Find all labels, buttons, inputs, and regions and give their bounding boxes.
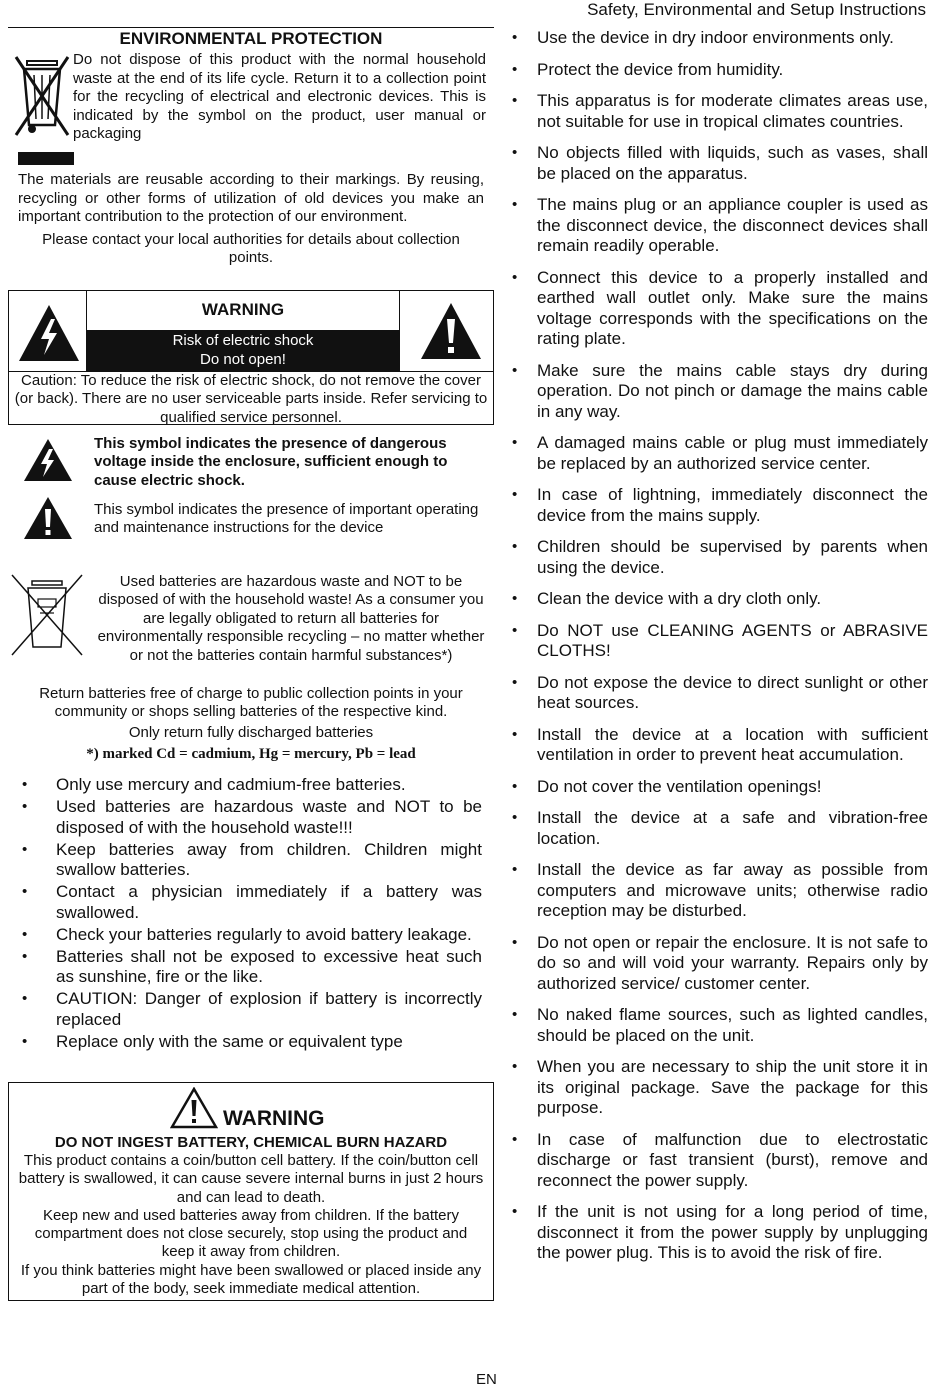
list-item: • Protect the device from humidity.: [508, 60, 928, 81]
warning-caution-text: Caution: To reduce the risk of electric shock, do not remove the cover (or back). There are no user serviceable parts inside. Refer servicing to qualified service personnel.: [14, 371, 488, 426]
hazard-subtitle: DO NOT INGEST BATTERY, CHEMICAL BURN HAZARD: [54, 1134, 448, 1151]
crossed-bin-icon: [14, 53, 70, 145]
left-column: [8, 28, 494, 1301]
warning-line-risk: Risk of electric shock: [172, 331, 314, 349]
list-item: • Keep batteries away from children. Children might swallow batteries.: [8, 840, 482, 881]
list-item: • Do not expose the device to direct sunlight or other heat sources.: [508, 673, 928, 714]
warning-triangle-icon: [170, 1087, 218, 1129]
hazard-paragraph-2: Keep new and used batteries away from children. If the battery compartment does not close securely, stop using the product and keep it away from children.: [34, 1206, 468, 1261]
exclamation-symbol-text: This symbol indicates the presence of important operating and maintenance instructions for the device: [94, 500, 479, 536]
hazard-header: [9, 1083, 493, 1131]
battery-bullet-list: [8, 775, 482, 1052]
list-item: • Install the device at a location with sufficient ventilation in order to prevent heat accumulation.: [508, 725, 928, 766]
lightning-symbol-icon: [22, 437, 74, 483]
list-item: • Replace only with the same or equivalent type: [8, 1032, 482, 1053]
list-item: • In case of malfunction due to electrostatic discharge or fast transient (burst), remove and reconnect the power supply.: [508, 1130, 928, 1192]
list-item: • Use the device in dry indoor environments only.: [508, 28, 928, 49]
environment-intro-text: Do not dispose of this product with the normal household waste at the end of its life cycle. Return it to a collection point for the recycling of electrical and electronic devices. This is indicated by the symbol on the product, user manual or packaging: [73, 51, 486, 142]
exclamation-symbol-icon: [22, 495, 74, 541]
battery-hazard-text: Used batteries are hazardous waste and NOT to be disposed of with the household waste! As a consumer you are legally obligated to return all batteries for environmentally responsible recycling – no matter whether or not the batteries contain harmful substances*): [97, 572, 485, 664]
lightning-warning-icon: [17, 301, 81, 365]
exclamation-warning-icon: [419, 299, 483, 363]
list-item: • CAUTION: Danger of explosion if battery is incorrectly replaced: [8, 989, 482, 1030]
list-item: • Contact a physician immediately if a battery was swallowed.: [8, 882, 482, 923]
list-item: • A damaged mains cable or plug must immediately be replaced by an authorized service center.: [508, 433, 928, 474]
list-item: • Connect this device to a properly installed and earthed wall outlet only. Make sure the mains voltage corresponds with the specifications on the rating plate.: [508, 268, 928, 350]
list-item: • This apparatus is for moderate climates areas use, not suitable for use in tropical climates countries.: [508, 91, 928, 132]
list-item: • Only use mercury and cadmium-free batteries.: [8, 775, 482, 796]
battery-marking-note: *) marked Cd = cadmium, Hg = mercury, Pb = lead: [86, 746, 416, 762]
list-item: • Check your batteries regularly to avoid battery leakage.: [8, 925, 482, 946]
list-item: • The mains plug or an appliance coupler is used as the disconnect device, the disconnect devices shall remain readily operable.: [508, 195, 928, 257]
bin-underline-bar: [18, 152, 74, 165]
list-item: • In case of lightning, immediately disconnect the device from the mains supply.: [508, 485, 928, 526]
environment-contact-text: Please contact your local authorities for details about collection points.: [42, 230, 460, 266]
battery-disposal-row: [8, 573, 494, 685]
hazard-title: WARNING: [223, 1107, 325, 1130]
page-footer-language: EN: [476, 1371, 497, 1388]
list-item: • Do NOT use CLEANING AGENTS or ABRASIVE CLOTHS!: [508, 621, 928, 662]
environment-intro-row: [8, 51, 494, 171]
hazard-paragraph-1: This product contains a coin/button cell battery. If the coin/button cell battery is swallowed, it can cause severe internal burns in just 2 hours and can lead to death.: [18, 1152, 484, 1206]
battery-discharged-text: Only return fully discharged batteries: [128, 723, 374, 741]
list-item: • When you are necessary to ship the unit store it in its original package. Save the package for this purpose.: [508, 1057, 928, 1119]
list-item: • Make sure the mains cable stays dry during operation. Do not pinch or damage the mains cable in any way.: [508, 361, 928, 423]
warning-box-title: WARNING: [201, 299, 285, 319]
list-item: • Install the device at a safe and vibration-free location.: [508, 808, 928, 849]
environment-materials-text: The materials are reusable according to their markings. By reusing, recycling or other forms of utilization of old devices you make an important contribution to the protection of our environment.: [18, 171, 484, 225]
battery-return-text: Return batteries free of charge to public collection points in your community or shops selling batteries of the respective kind.: [39, 684, 463, 720]
exclamation-symbol-row: [8, 501, 494, 547]
box-divider-right: [399, 291, 400, 371]
list-item: • No objects filled with liquids, such as vases, shall be placed on the apparatus.: [508, 143, 928, 184]
battery-bin-icon: [8, 573, 86, 657]
list-item: • Clean the device with a dry cloth only.: [508, 589, 928, 610]
environment-title: ENVIRONMENTAL PROTECTION: [119, 29, 383, 48]
list-item: • Install the device as far away as possible from computers and microwave units; otherwise radio reception may be disturbed.: [508, 860, 928, 922]
warning-black-banner: [87, 330, 399, 372]
list-item: • Children should be supervised by parents when using the device.: [508, 537, 928, 578]
lightning-symbol-text: This symbol indicates the presence of dangerous voltage inside the enclosure, sufficient enough to cause electric shock.: [94, 434, 448, 489]
electric-shock-warning-box: [8, 290, 494, 425]
list-item: • Do not open or repair the enclosure. It is not safe to do so and will void your warranty. Repairs only by authorized service/ customer center.: [508, 933, 928, 995]
page-header: Safety, Environmental and Setup Instructions: [587, 0, 926, 19]
list-item: • Do not cover the ventilation openings!: [508, 777, 928, 798]
list-item: • No naked flame sources, such as lighted candles, should be placed on the unit.: [508, 1005, 928, 1046]
hazard-paragraph-3: If you think batteries might have been swallowed or placed inside any part of the body, seek immediate medical attention.: [20, 1261, 482, 1298]
right-column: [508, 28, 928, 1275]
lightning-symbol-row: [8, 435, 494, 497]
list-item: • Used batteries are hazardous waste and NOT to be disposed of with the household waste!!!: [8, 797, 482, 838]
safety-bullet-list: [508, 28, 928, 1264]
list-item: • Batteries shall not be exposed to excessive heat such as sunshine, fire or the like.: [8, 947, 482, 988]
warning-line-do-not-open: Do not open!: [200, 350, 286, 368]
list-item: • If the unit is not using for a long period of time, disconnect it from the power supply by unplugging the power plug. This is to avoid the risk of fire.: [508, 1202, 928, 1264]
battery-ingestion-warning-box: [8, 1082, 494, 1301]
